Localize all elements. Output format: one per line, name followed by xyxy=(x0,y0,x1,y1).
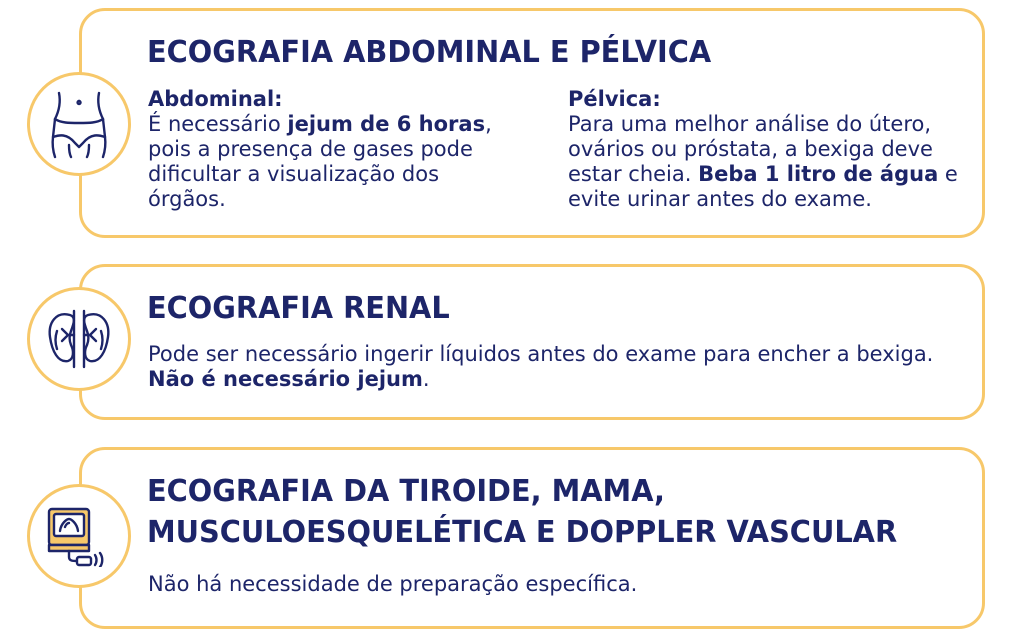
card-title-abdominal-pelvica: ECOGRAFIA ABDOMINAL E PÉLVICA xyxy=(147,35,712,70)
abdominal-text-part: É necessário xyxy=(148,112,288,136)
tiroide-text xyxy=(148,572,938,597)
abdomen-icon xyxy=(47,89,111,159)
abdominal-text xyxy=(148,87,518,212)
pelvica-text-bold: Beba 1 litro de água xyxy=(698,162,939,186)
pelvica-text-part: e evite urinar antes do exame. xyxy=(568,162,958,211)
pelvica-text xyxy=(568,87,963,212)
abdominal-text-bold: jejum de 6 horas xyxy=(287,112,486,136)
abdominal-label: Abdominal: xyxy=(148,87,283,111)
pelvica-label: Pélvica: xyxy=(568,87,661,111)
ultrasound-icon-circle xyxy=(27,484,131,588)
card-title-renal: ECOGRAFIA RENAL xyxy=(147,291,450,326)
ultrasound-machine-icon xyxy=(45,505,113,567)
kidneys-icon-circle xyxy=(27,287,131,391)
renal-text-part: Pode ser necessário ingerir líquidos antes do exame para encher a bexiga. xyxy=(148,342,934,366)
abdominal-text-part: , pois a presença de gases pode dificultar a visualização dos órgãos. xyxy=(148,112,492,211)
renal-text-part: . xyxy=(422,367,430,391)
kidneys-icon xyxy=(44,309,114,369)
pelvica-text-part: Para uma melhor análise do útero, ovários ou próstata, a bexiga deve estar cheia. xyxy=(568,112,933,186)
renal-text xyxy=(148,342,938,392)
renal-text-bold: Não é necessário jejum xyxy=(148,367,423,391)
card-title-tiroide-line2: MUSCULOESQUELÉTICA E DOPPLER VASCULAR xyxy=(147,515,898,550)
tiroide-text-part: Não há necessidade de preparação específica. xyxy=(148,572,638,596)
abdomen-icon-circle xyxy=(27,72,131,176)
card-title-tiroide-line1: ECOGRAFIA DA TIROIDE, MAMA, xyxy=(147,474,665,509)
